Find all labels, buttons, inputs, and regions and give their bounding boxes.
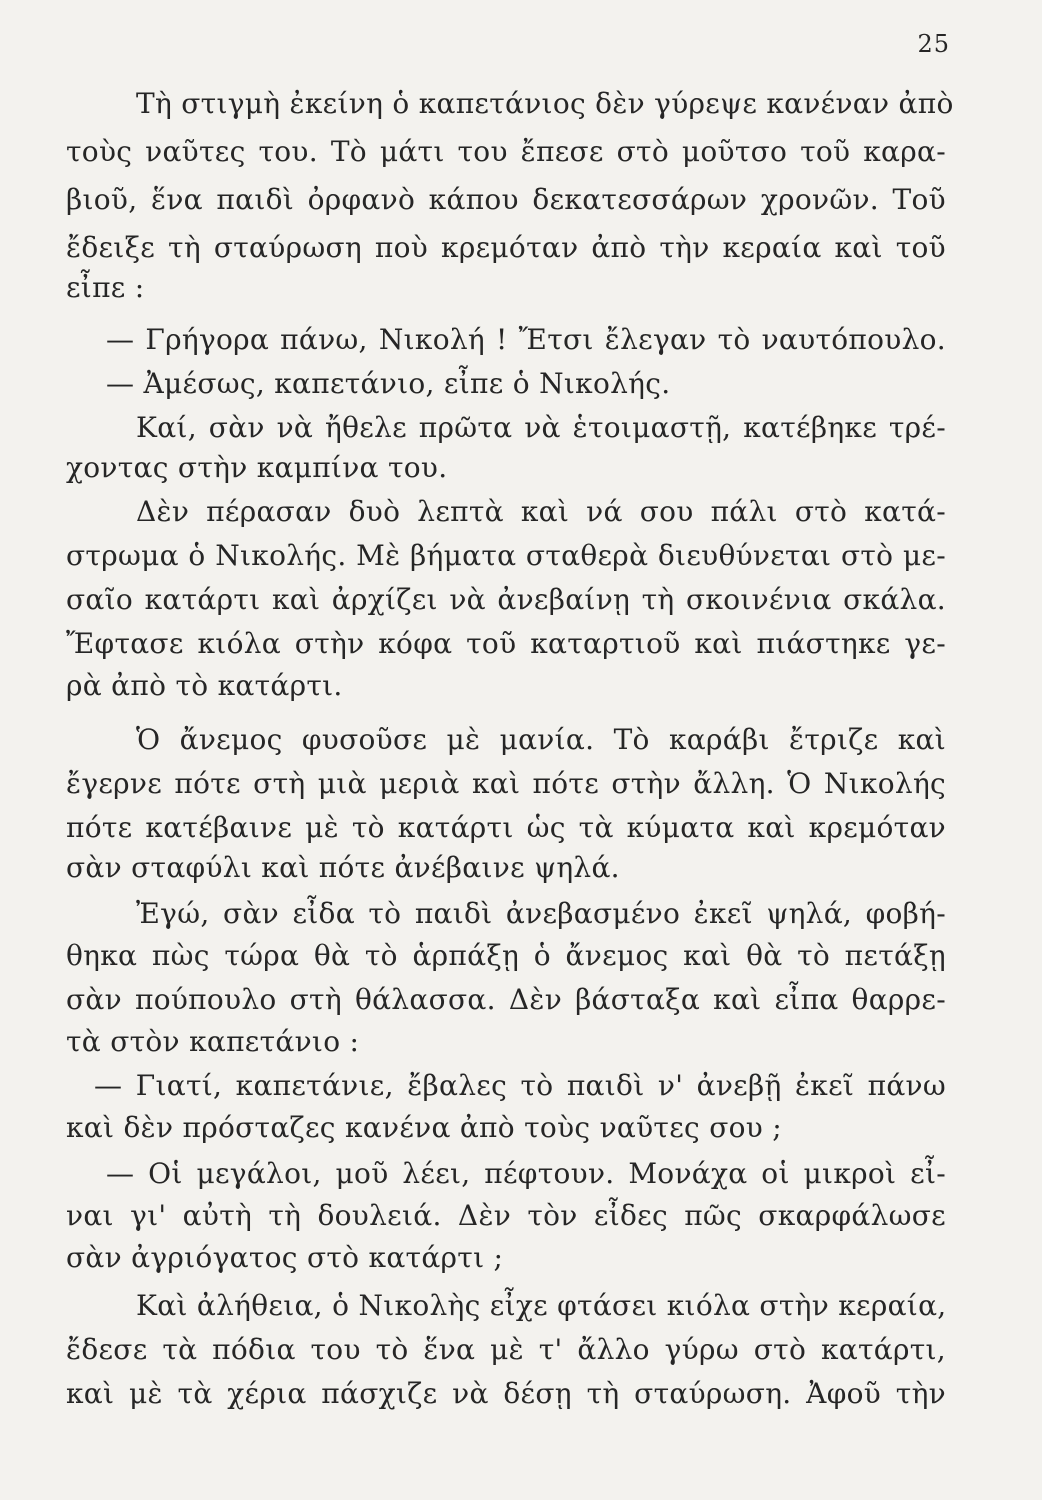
text-line: ἔδεσε τὰ πόδια του τὸ ἕνα μὲ τ' ἄλλο γύρω στὸ κατάρτι, [66,1333,946,1366]
text-line: χοντας στὴν καμπίνα του. [66,451,448,484]
text-line: τοὺς ναῦτες του. Τὸ μάτι του ἔπεσε στὸ μοῦτσο τοῦ καρα- [66,135,946,168]
text-line: Καὶ ἀλήθεια, ὁ Νικολὴς εἶχε φτάσει κιόλα στὴν κεραία, [136,1289,947,1322]
text-line: βιοῦ, ἕνα παιδὶ ὀρφανὸ κάπου δεκατεσσάρων χρονῶν. Τοῦ [66,183,946,216]
text-line: — Ἀμέσως, καπετάνιο, εἶπε ὁ Νικολής. [106,367,671,400]
text-line: σαῖο κατάρτι καὶ ἀρχίζει νὰ ἀνεβαίνῃ τὴ σκοινένια σκάλα. [66,583,946,616]
text-line: καὶ δὲν πρόσταζες κανένα ἀπὸ τοὺς ναῦτες σου ; [66,1111,783,1144]
text-line: σὰν σταφύλι καὶ πότε ἀνέβαινε ψηλά. [66,851,620,884]
text-line: Ἔφτασε κιόλα στὴν κόφα τοῦ καταρτιοῦ καὶ πιάστηκε γε- [66,627,946,660]
text-line: Ἐγώ, σὰν εἶδα τὸ παιδὶ ἀνεβασμένο ἐκεῖ ψηλά, φοβή- [136,897,946,930]
text-line: ρὰ ἀπὸ τὸ κατάρτι. [66,669,343,702]
text-line: Δὲν πέρασαν δυὸ λεπτὰ καὶ νά σου πάλι στὸ κατά- [136,495,946,528]
text-line: τὰ στὸν καπετάνιο : [66,1025,360,1058]
text-line: — Οἱ μεγάλοι, μοῦ λέει, πέφτουν. Μονάχα οἱ μικροὶ εἶ- [106,1157,946,1190]
text-line: Τὴ στιγμὴ ἐκείνη ὁ καπετάνιος δὲν γύρεψε κανέναν ἀπὸ [136,87,954,120]
text-line: εἶπε : [66,271,145,304]
text-line: Ὁ ἄνεμος φυσοῦσε μὲ μανία. Τὸ καράβι ἔτριζε καὶ [136,723,946,756]
text-line: σὰν ἀγριόγατος στὸ κατάρτι ; [66,1241,504,1274]
text-line: σὰν πούπουλο στὴ θάλασσα. Δὲν βάσταξα καὶ εἶπα θαρρε- [66,983,946,1016]
text-line: ναι γι' αὐτὴ τὴ δουλειά. Δὲν τὸν εἶδες πῶς σκαρφάλωσε [66,1199,946,1232]
text-line: στρωμα ὁ Νικολής. Μὲ βήματα σταθερὰ διευθύνεται στὸ με- [66,539,946,572]
page-number: 25 [917,30,950,58]
text-line: ἔγερνε πότε στὴ μιὰ μεριὰ καὶ πότε στὴν ἄλλη. Ὁ Νικολής [66,767,946,800]
text-line: πότε κατέβαινε μὲ τὸ κατάρτι ὡς τὰ κύματα καὶ κρεμόταν [66,811,946,844]
text-line: — Γιατί, καπετάνιε, ἔβαλες τὸ παιδὶ ν' ἀνεβῇ ἐκεῖ πάνω [94,1069,946,1102]
text-line: Καί, σὰν νὰ ἤθελε πρῶτα νὰ ἑτοιμαστῇ, κατέβηκε τρέ- [136,411,946,444]
text-line: — Γρήγορα πάνω, Νικολή ! Ἔτσι ἔλεγαν τὸ ναυτόπουλο. [106,323,946,356]
text-line: θηκα πὼς τώρα θὰ τὸ ἁρπάξῃ ὁ ἄνεμος καὶ θὰ τὸ πετάξῃ [66,939,946,972]
text-line: καὶ μὲ τὰ χέρια πάσχιζε νὰ δέσῃ τὴ σταύρωση. Ἀφοῦ τὴν [66,1377,946,1410]
text-line: ἔδειξε τὴ σταύρωση ποὺ κρεμόταν ἀπὸ τὴν κεραία καὶ τοῦ [66,231,946,264]
